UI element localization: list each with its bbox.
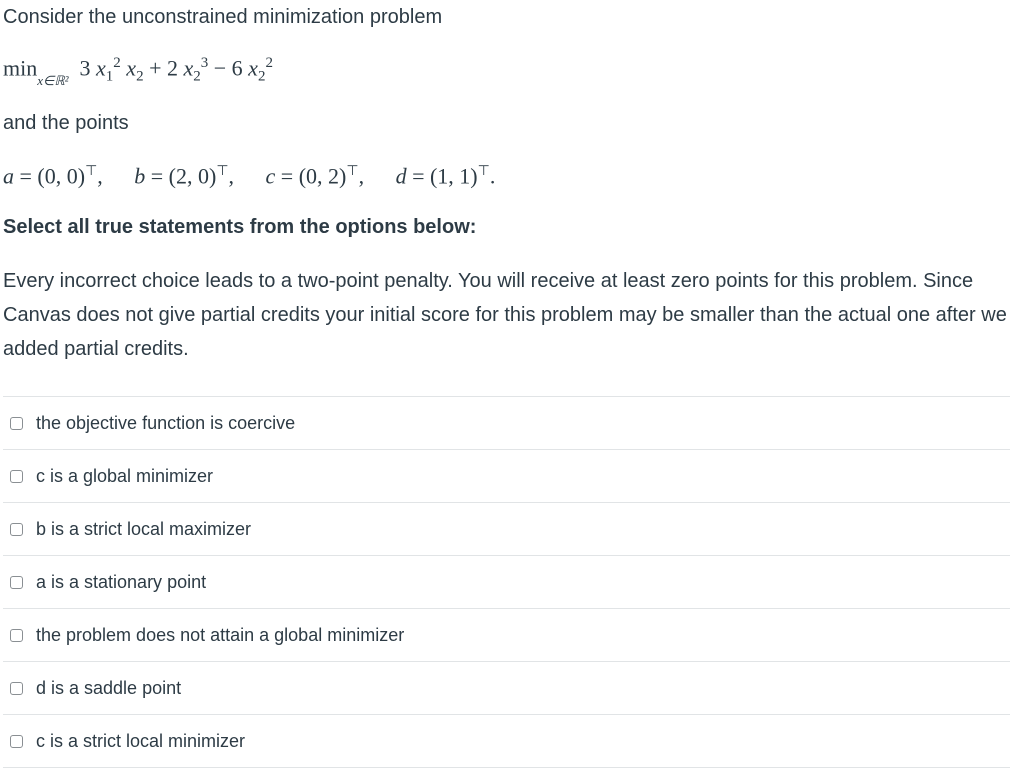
checkbox-icon[interactable] (10, 735, 23, 748)
term1-var2: x (126, 55, 137, 81)
term1-var1: x (96, 55, 106, 81)
points-intro: and the points (3, 112, 129, 134)
checkbox-icon[interactable] (10, 682, 23, 695)
point-a-sep: , (97, 163, 103, 189)
point-b-value: = (2, 0) (150, 163, 217, 189)
choice-item[interactable] (3, 662, 1010, 715)
checkbox-icon[interactable] (10, 629, 23, 642)
min-operator: min (3, 55, 38, 81)
choice-label[interactable]: b is a strict local maximizer (36, 518, 252, 539)
point-c-value: = (0, 2) (280, 163, 347, 189)
checkbox-icon[interactable] (10, 417, 23, 430)
points-definition (3, 163, 495, 189)
choice-item[interactable] (3, 556, 1010, 609)
penalty-notice: Every incorrect choice leads to a two-point penalty. You will receive at least zero points for this problem. Since Canvas does not give partial credits your initial score for this problem may be smaller than the actual one after we added partial credits. (3, 270, 1007, 360)
objective-formula (3, 55, 273, 86)
term3-sup: 2 (265, 55, 273, 71)
point-d-name: d (395, 163, 407, 189)
minus-operator: − (213, 55, 227, 81)
question-intro: Consider the unconstrained minimization problem (3, 6, 443, 28)
min-domain: x∈ℝ² (37, 72, 69, 88)
point-c-sep: , (358, 163, 365, 189)
point-a-transpose: ⊤ (85, 164, 98, 179)
choice-label[interactable]: the objective function is coercive (36, 412, 296, 433)
choice-label[interactable]: d is a saddle point (36, 677, 182, 698)
term3-sub: 2 (257, 68, 266, 85)
point-a-name: a (3, 163, 14, 189)
choice-label[interactable]: a is a stationary point (36, 571, 207, 592)
point-c-transpose: ⊤ (346, 164, 359, 179)
point-c-name: c (265, 163, 276, 189)
term3-var: x (248, 55, 258, 81)
point-a-value: = (0, 0) (19, 163, 86, 189)
term3-coef: 6 (231, 55, 243, 81)
choice-item[interactable] (3, 609, 1010, 662)
choice-label[interactable]: c is a strict local minimizer (36, 730, 246, 751)
term2-sub: 2 (193, 68, 201, 85)
point-d-end: . (489, 163, 496, 189)
checkbox-icon[interactable] (10, 470, 23, 483)
checkbox-icon[interactable] (10, 523, 23, 536)
choice-label[interactable]: the problem does not attain a global minimizer (36, 624, 405, 645)
term1-sub1: 1 (105, 68, 114, 85)
choice-item[interactable] (3, 450, 1010, 503)
term1-sup1: 2 (113, 55, 121, 71)
term2-sup: 3 (200, 55, 209, 71)
point-b-transpose: ⊤ (216, 164, 229, 179)
choice-item[interactable] (3, 715, 1010, 768)
choice-label[interactable]: c is a global minimizer (36, 465, 214, 486)
term1-sub2: 2 (136, 68, 144, 85)
plus-operator: + (149, 55, 162, 81)
term2-coef: 2 (166, 55, 178, 81)
choice-item[interactable] (3, 503, 1010, 556)
term2-var: x (183, 55, 194, 81)
point-b-name: b (134, 163, 146, 189)
choice-item[interactable] (3, 397, 1010, 450)
term1-coef: 3 (79, 55, 91, 81)
select-instruction: Select all true statements from the options below: (3, 216, 477, 238)
point-d-value: = (1, 1) (412, 163, 478, 189)
point-d-transpose: ⊤ (477, 164, 490, 179)
point-b-sep: , (228, 163, 235, 189)
answer-choices (3, 396, 1010, 768)
checkbox-icon[interactable] (10, 576, 23, 589)
